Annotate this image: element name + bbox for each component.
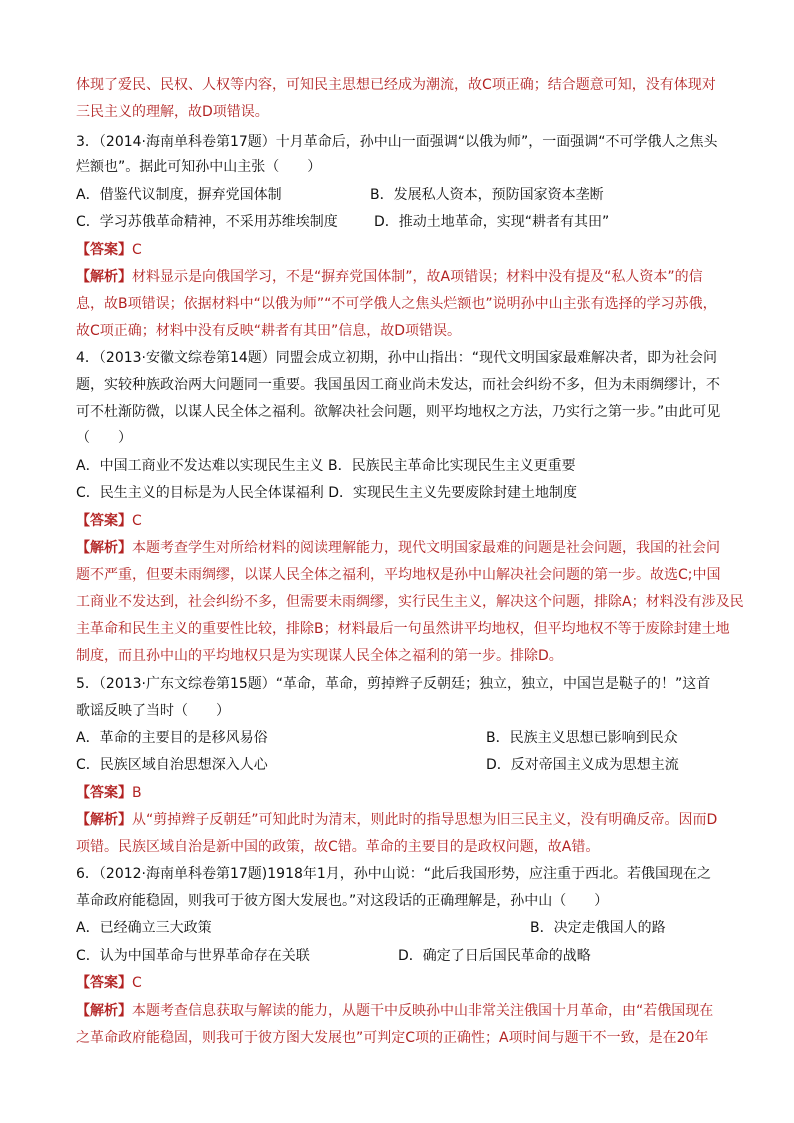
answer-label: 【答案】 [76,975,132,991]
q6-stem-line-1: 6．（2012·海南单科卷第17题)1918年1月，孙中山说：“此后我国形势，应注重于西北。若俄国现在之 [76,866,712,882]
q3-explanation-line-1 [76,267,703,287]
q4-options-ab: A．中国工商业不发达难以实现民生主义 B．民族民主革命比实现民生主义更重要 [76,458,576,474]
answer-value: C [132,242,142,258]
q6-option-a: A．已经确立三大政策 [76,920,212,936]
explanation-text: 材料显示是向俄国学习，不是“摒弃党国体制”，故A项错误；材料中没有提及“私人资本”的信 [132,269,703,285]
q6-explanation-line-2: 之革命政府能稳固，则我可于彼方图大发展也”可判定C项的正确性；A项时间与题干不一致，是在20年 [76,1030,709,1046]
q6-explanation-line-1 [76,1001,713,1021]
answer-value: C [132,975,142,991]
q5-answer [76,783,142,803]
q6-option-d: D．确定了日后国民革命的战略 [398,948,591,964]
answer-value: C [132,513,142,529]
q4-explanation-line-4: 主革命和民生主义的重要性比较，排除B；材料最后一句虽然讲平均地权，但平均地权不等于废除封建土地 [76,621,730,637]
explanation-text: 从“剪掉辫子反朝廷”可知此时为清末，则此时的指导思想为旧三民主义，没有明确反帝。因而D [132,812,718,828]
q5-option-a: A．革命的主要目的是移风易俗 [76,730,268,746]
q5-option-b: B．民族主义思想已影响到民众 [486,730,678,746]
q3-explanation-line-3: 故C项正确；材料中没有反映“耕者有其田”信息，故D项错误。 [76,323,462,339]
answer-label: 【答案】 [76,785,132,801]
answer-label: 【答案】 [76,242,132,258]
explanation-label: 【解析】 [76,812,132,828]
q6-option-c: C．认为中国革命与世界革命存在关联 [76,948,310,964]
explanation-label: 【解析】 [76,540,132,556]
answer-value: B [132,785,142,801]
explanation-text: 本题考查学生对所给材料的阅读理解能力，现代文明国家最难的问题是社会问题，我国的社会问 [132,540,720,556]
explanation-label: 【解析】 [76,1003,132,1019]
q4-stem-line-3: 可不杜渐防微，以谋人民全体之福利。欲解决社会问题，则平均地权之方法，乃实行之第一步。”由此可见 [76,404,721,420]
q3-option-b: B．发展私人资本，预防国家资本垄断 [370,187,604,203]
q3-answer [76,240,142,260]
q5-explanation-line-2: 项错。民族区域自治是新中国的政策，故C错。革命的主要目的是政权问题，故A错。 [76,839,600,855]
q5-stem-line-2: 歌谣反映了当时（ ） [76,703,230,719]
q3-stem-line-2: 烂额也”。据此可知孙中山主张（ ） [76,159,322,175]
q3-option-d: D．推动土地革命，实现“耕者有其田” [374,214,610,230]
q5-option-d: D．反对帝国主义成为思想主流 [486,757,679,773]
q6-answer [76,973,142,993]
q5-explanation-line-1 [76,810,717,830]
q4-answer [76,511,142,531]
q5-option-c: C．民族区域自治思想深入人心 [76,757,268,773]
q4-stem-line-1: 4．（2013·安徽文综卷第14题）同盟会成立初期，孙中山指出：“现代文明国家最难解决者，即为社会问 [76,350,718,366]
answer-label: 【答案】 [76,513,132,529]
continued-explanation-line-2: 三民主义的理解，故D项错误。 [76,104,269,120]
q3-option-c: C．学习苏俄革命精神，不采用苏维埃制度 [76,214,338,230]
explanation-text: 本题考查信息获取与解读的能力，从题干中反映孙中山非常关注俄国十月革命，由“若俄国现在 [132,1003,714,1019]
q4-explanation-line-5: 制度，而且孙中山的平均地权只是为实现谋人民全体之福利的第一步。排除D。 [76,648,563,664]
q3-explanation-line-2: 息，故B项错误；依据材料中“以俄为师”“不可学俄人之焦头烂额也”说明孙中山主张有选择的学习苏俄， [76,296,717,312]
q6-stem-line-2: 革命政府能稳固，则我可于彼方图大发展也。”对这段话的正确理解是，孙中山（ ） [76,893,609,909]
q4-options-cd: C．民生主义的目标是为人民全体谋福利 D．实现民生主义先要废除封建土地制度 [76,485,578,501]
q3-option-a: A．借鉴代议制度，摒弃党国体制 [76,187,282,203]
q4-explanation-line-3: 工商业不发达到，社会纠纷不多，但需要未雨绸缪，实行民生主义，解决这个问题，排除A；材料没有涉及民 [76,594,744,610]
q3-stem-line-1: 3．（2014·海南单科卷第17题）十月革命后，孙中山一面强调“以俄为师”，一面强调“不可学俄人之焦头 [76,134,718,150]
q5-stem-line-1: 5．（2013·广东文综卷第15题）“革命，革命，剪掉辫子反朝廷；独立，独立，中国岂是鞑子的！”这首 [76,676,711,692]
explanation-label: 【解析】 [76,269,132,285]
q4-stem-line-2: 题，实较种族政治两大问题同一重要。我国虽因工商业尚未发达，而社会纠纷不多，但为未雨绸缪计，不 [76,377,720,393]
q4-explanation-line-2: 题不严重，但要未雨绸缪，以谋人民全体之福利，平均地权是孙中山解决社会问题的第一步。故选C;中国 [76,567,721,583]
q4-explanation-line-1 [76,538,720,558]
q6-option-b: B．决定走俄国人的路 [530,920,666,936]
continued-explanation-line-1: 体现了爱民、民权、人权等内容，可知民主思想已经成为潮流，故C项正确；结合题意可知，没有体现对 [76,77,716,93]
q4-stem-line-4: （ ） [76,430,132,446]
